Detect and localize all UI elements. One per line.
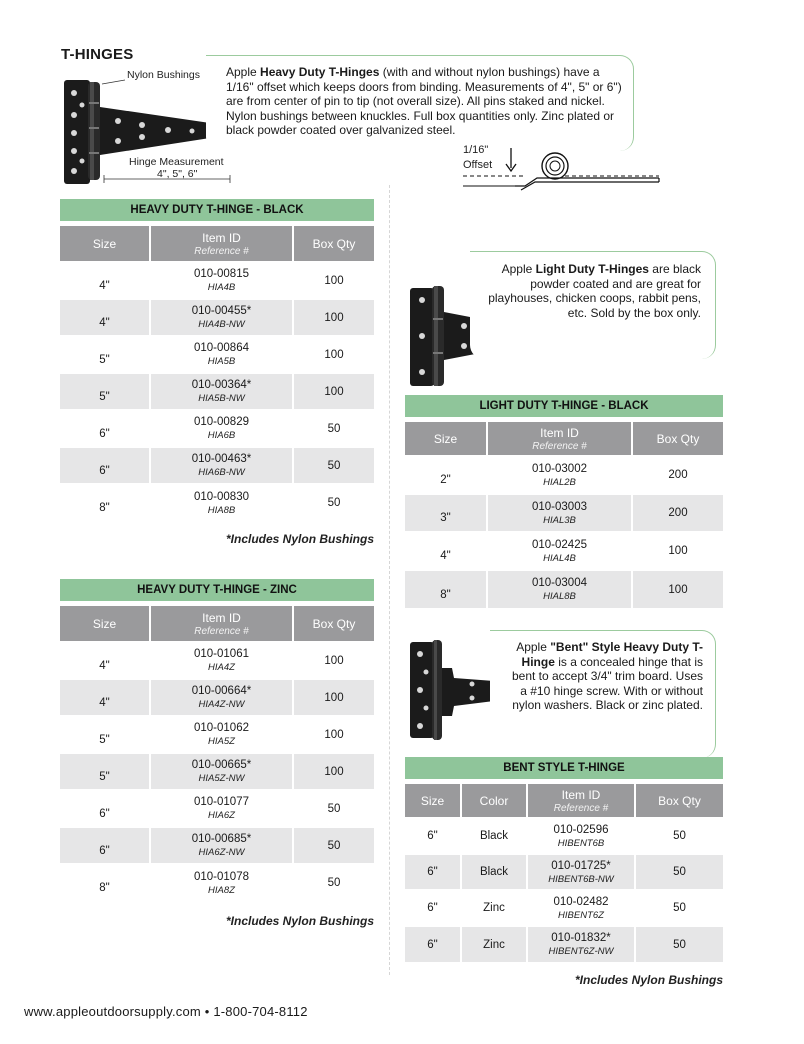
column-divider	[389, 185, 390, 975]
heavy-black-title: HEAVY DUTY T-HINGE - BLACK	[60, 199, 374, 221]
table-row: 6" 010-01077 HIA6Z 50	[60, 790, 374, 827]
hinge-measurement-label: Hinge Measurement	[129, 156, 224, 168]
hinge-sizes-label: 4", 5", 6"	[157, 168, 198, 180]
heavy-black-note: *Includes Nylon Bushings	[226, 532, 375, 546]
table-row: 6" Black 010-02596 HIBENT6B 50	[405, 818, 723, 854]
table-row: 4" 010-00815 HIA4B 100	[60, 262, 374, 299]
item-id-header: Item ID Reference #	[150, 606, 293, 642]
table-row: 5" 010-00364* HIA5B-NW 100	[60, 373, 374, 410]
bent-table	[405, 784, 723, 962]
bent-note: *Includes Nylon Bushings	[575, 973, 724, 987]
bent-title: BENT STYLE T-HINGE	[405, 757, 723, 779]
table-row: 8" 010-00830 HIA8B 50	[60, 484, 374, 521]
table-row: 8" 010-03004 HIAL8B 100	[405, 570, 723, 608]
size-header: Size	[60, 226, 150, 262]
color-header: Color	[461, 784, 527, 818]
heavy-zinc-note: *Includes Nylon Bushings	[226, 914, 375, 928]
table-row: 3" 010-03003 HIAL3B 200	[405, 494, 723, 532]
nylon-bushings-label: Nylon Bushings	[127, 69, 200, 81]
offset-label: Offset	[463, 159, 493, 171]
table-row: 4" 010-02425 HIAL4B 100	[405, 532, 723, 570]
size-header: Size	[60, 606, 150, 642]
table-row: 4" 010-00455* HIA4B-NW 100	[60, 299, 374, 336]
item-id-header: Item ID Reference #	[487, 422, 632, 456]
table-row: 8" 010-01078 HIA8Z 50	[60, 864, 374, 901]
light-black-table	[405, 422, 723, 608]
light-black-title: LIGHT DUTY T-HINGE - BLACK	[405, 395, 723, 417]
footer-contact[interactable]: www.appleoutdoorsupply.com • 1-800-704-8112	[24, 1004, 308, 1019]
light-duty-description: Apple Light Duty T-Hinges are black powder coated and are great for playhouses, chicken coops, rabbit pens, etc. Sold by the box only.	[470, 251, 716, 359]
heavy-zinc-table	[60, 606, 374, 901]
table-row: 6" 010-00685* HIA6Z-NW 50	[60, 827, 374, 864]
table-row: 6" 010-00829 HIA6B 50	[60, 410, 374, 447]
table-row: 5" 010-01062 HIA5Z 100	[60, 716, 374, 753]
table-row: 4" 010-00664* HIA4Z-NW 100	[60, 679, 374, 716]
table-row: 6" Zinc 010-02482 HIBENT6Z 50	[405, 890, 723, 926]
size-header: Size	[405, 784, 461, 818]
table-row: 4" 010-01061 HIA4Z 100	[60, 642, 374, 679]
page-title: T-HINGES	[61, 46, 134, 63]
box-qty-header: Box Qty	[635, 784, 723, 818]
item-id-header: Item ID Reference #	[150, 226, 293, 262]
table-row: 5" 010-00864 HIA5B 100	[60, 336, 374, 373]
bent-description: Apple "Bent" Style Heavy Duty T-Hinge is a concealed hinge that is bent to accept 3/4" trim board. Uses a #10 hinge screw. With or without nylon washers. Black or zinc plated.	[490, 630, 716, 758]
heavy-duty-description: Apple Heavy Duty T-Hinges (with and without nylon bushings) have a 1/16" offset which keeps doors from binding. Measurements of 4", 5" or 6") are from center of pin to tip (not overall size). All pins staked and nickel. Nylon bushings between knuckles. Full box quantities only. Zinc plated or black powder coated over galvanized steel.	[206, 55, 634, 151]
heavy-black-table	[60, 226, 374, 521]
item-id-header: Item ID Reference #	[527, 784, 635, 818]
box-qty-header: Box Qty	[293, 226, 374, 262]
table-row: 6" Zinc 010-01832* HIBENT6Z-NW 50	[405, 926, 723, 962]
table-row: 5" 010-00665* HIA5Z-NW 100	[60, 753, 374, 790]
box-qty-header: Box Qty	[632, 422, 723, 456]
heavy-zinc-title: HEAVY DUTY T-HINGE - ZINC	[60, 579, 374, 601]
box-qty-header: Box Qty	[293, 606, 374, 642]
table-row: 6" Black 010-01725* HIBENT6B-NW 50	[405, 854, 723, 890]
offset-value: 1/16"	[463, 144, 489, 156]
size-header: Size	[405, 422, 487, 456]
table-row: 2" 010-03002 HIAL2B 200	[405, 456, 723, 494]
table-row: 6" 010-00463* HIA6B-NW 50	[60, 447, 374, 484]
